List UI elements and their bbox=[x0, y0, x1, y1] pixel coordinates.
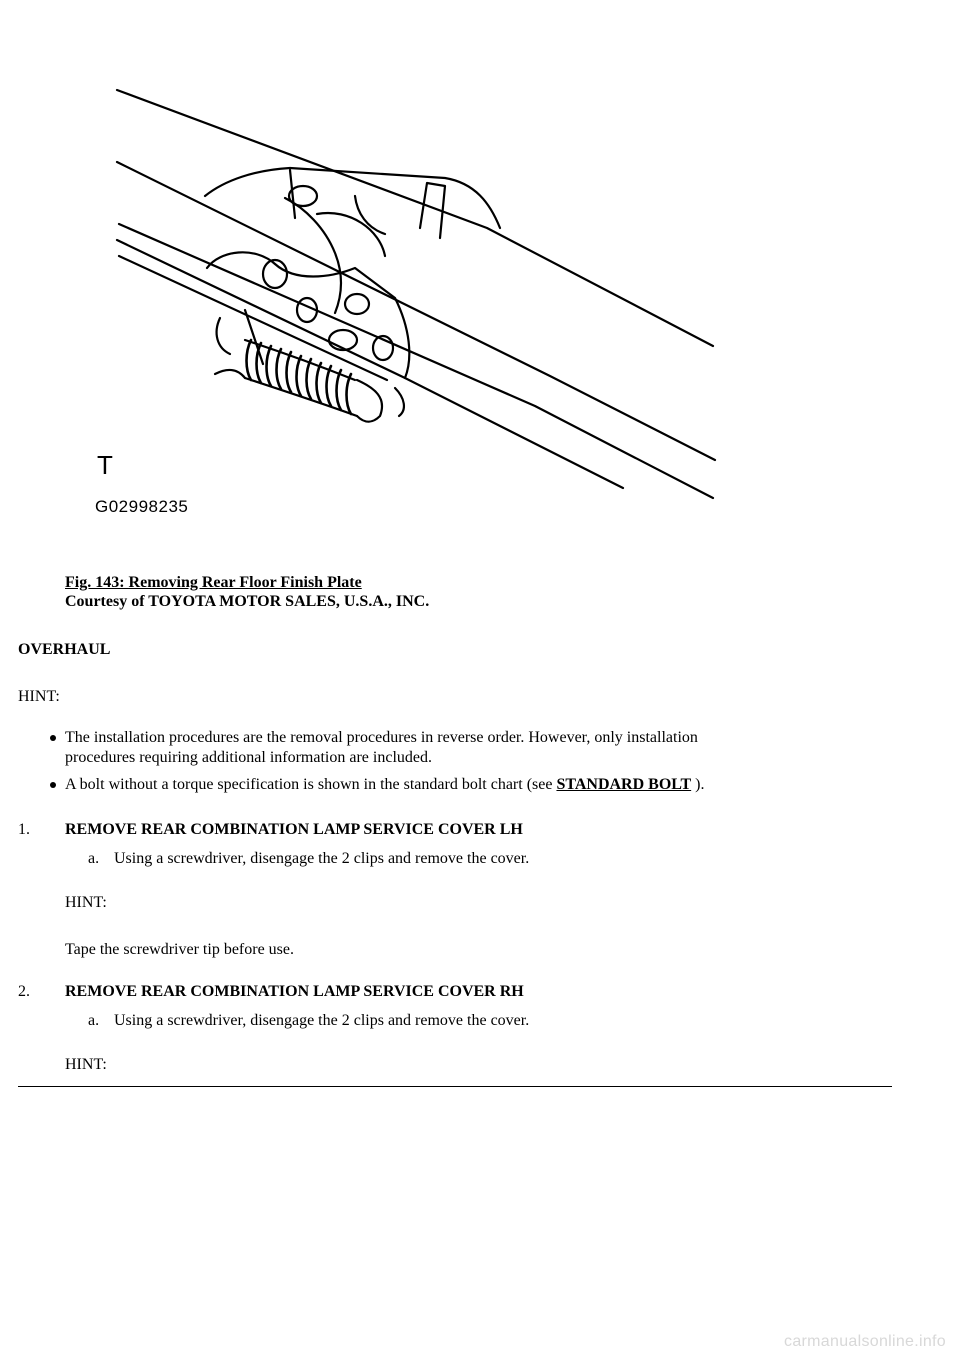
figure-code: G02998235 bbox=[95, 497, 189, 516]
bullet-1-line-2: procedures requiring additional information are included. bbox=[65, 749, 432, 766]
standard-bolt-link[interactable]: STANDARD BOLT bbox=[556, 776, 692, 793]
watermark: carmanualsonline.info bbox=[784, 1333, 946, 1350]
step-1-number: 1. bbox=[18, 821, 30, 838]
bullet-icon bbox=[50, 782, 56, 788]
bullet-1-line-1: The installation procedures are the removal procedures in reverse order. However, only installation bbox=[65, 729, 698, 746]
step-1-hint-label: HINT: bbox=[65, 894, 107, 911]
figure-caption[interactable]: Fig. 143: Removing Rear Floor Finish Plate bbox=[65, 574, 362, 591]
step-1-substep-letter: a. bbox=[88, 850, 100, 867]
bullet-2-suffix: ). bbox=[691, 776, 705, 793]
step-1-title: REMOVE REAR COMBINATION LAMP SERVICE COVER LH bbox=[65, 821, 523, 838]
section-heading: OVERHAUL bbox=[18, 641, 111, 658]
step-2-substep-letter: a. bbox=[88, 1012, 100, 1029]
figure-corner-letter: T bbox=[97, 450, 113, 480]
step-1-substep-text: Using a screwdriver, disengage the 2 clips and remove the cover. bbox=[114, 850, 530, 867]
step-1-hint-text: Tape the screwdriver tip before use. bbox=[65, 941, 294, 958]
step-2-title: REMOVE REAR COMBINATION LAMP SERVICE COVER RH bbox=[65, 983, 524, 1000]
bullet-2-prefix: A bolt without a torque specification is shown in the standard bolt chart (see bbox=[65, 776, 557, 793]
figure-courtesy: Courtesy of TOYOTA MOTOR SALES, U.S.A., INC. bbox=[65, 593, 430, 610]
bullet-icon bbox=[50, 735, 56, 741]
step-2-number: 2. bbox=[18, 983, 30, 1000]
page-divider bbox=[18, 1086, 892, 1087]
step-2-substep-text: Using a screwdriver, disengage the 2 clips and remove the cover. bbox=[114, 1012, 530, 1029]
hint-label: HINT: bbox=[18, 688, 60, 705]
figure-illustration bbox=[95, 78, 735, 518]
bullet-2 bbox=[65, 775, 704, 794]
step-2-hint-label: HINT: bbox=[65, 1056, 107, 1073]
